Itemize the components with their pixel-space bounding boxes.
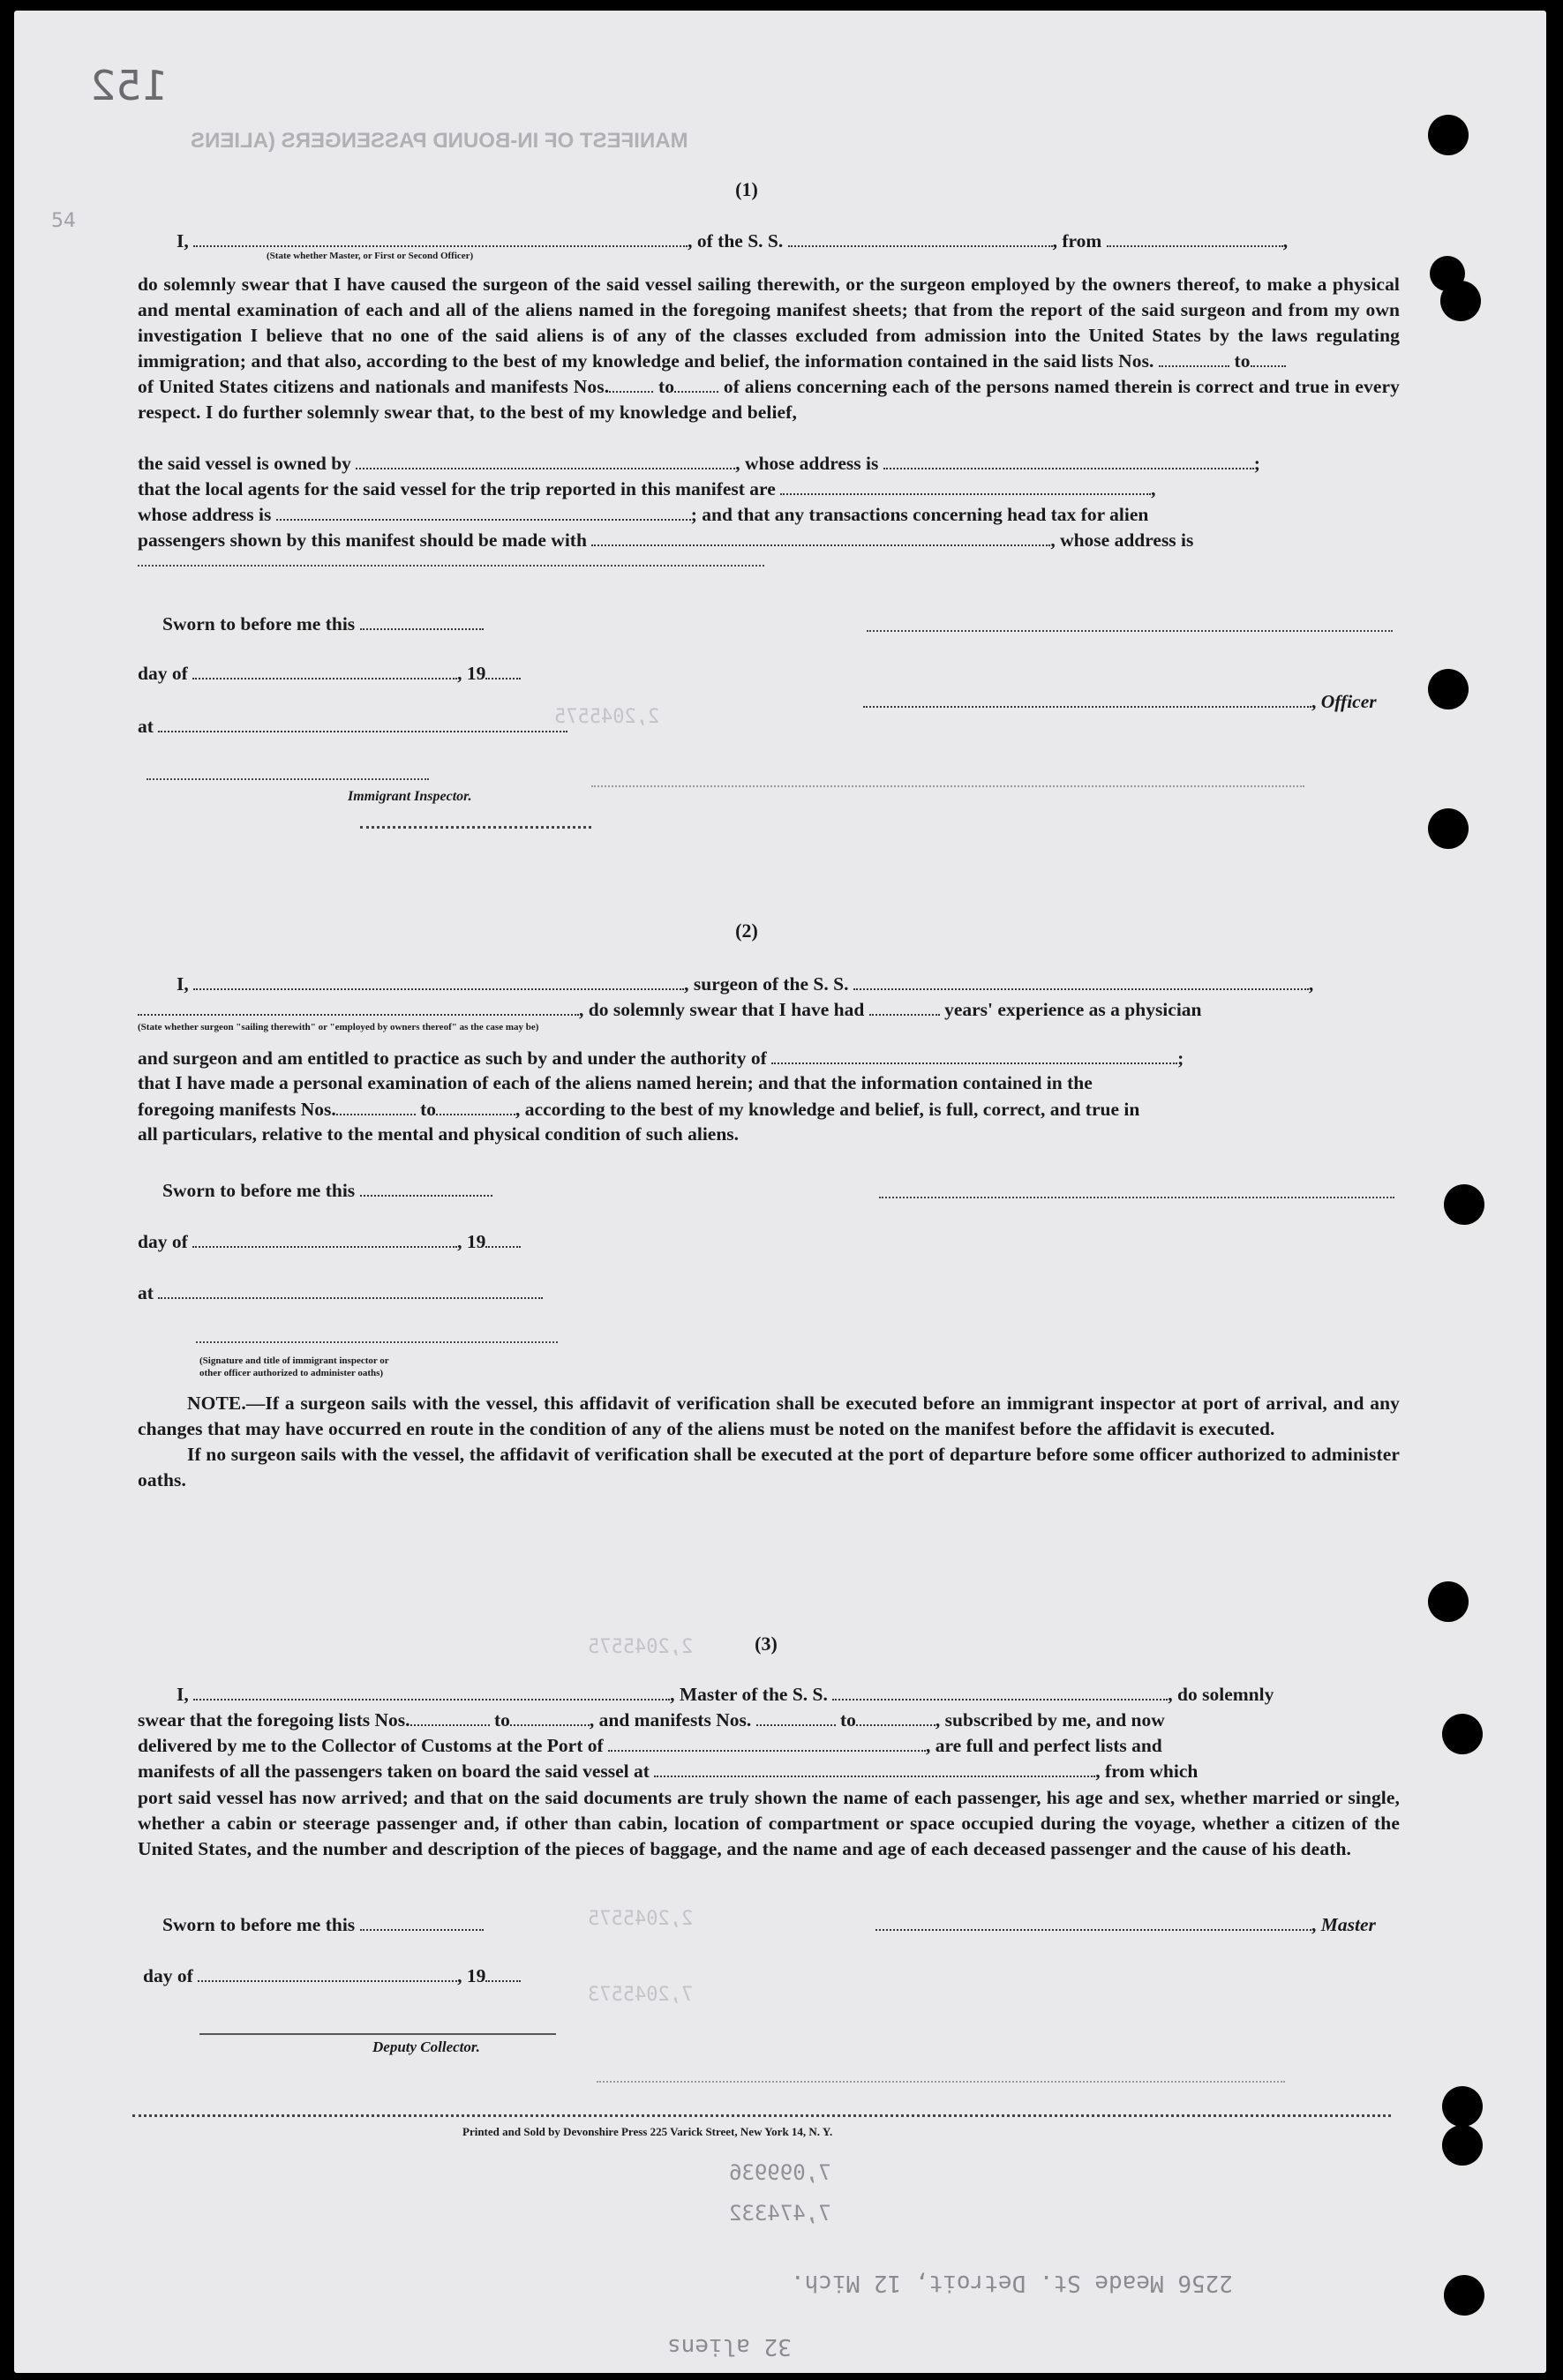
margin-note: 54	[51, 210, 76, 232]
s2-line1: I, , surgeon of the S. S. ,	[177, 973, 1314, 995]
s2-line2: , do solemnly swear that I have had years' experience as a physician	[138, 998, 1202, 1021]
s1-inspector-label: Immigrant Inspector.	[348, 789, 472, 804]
s3-bleed-line	[597, 2081, 1285, 2083]
bleed-text-b: 2,2045575	[588, 1636, 694, 1658]
footer-rule	[132, 2114, 1391, 2117]
s2-note: NOTE.—If a surgeon sails with the vessel, this affidavit of verification shall be executed before an immigrant inspector at port of arrival, and any changes that may have occurred en route in the condition of any of the aliens must be noted on the manifest before the affidavit is executed. If no surgeon sails with the vessel, the affidavit of verification shall be executed at the port of departure before some officer authorized to administer oaths.	[138, 1393, 1400, 1490]
s1-officer-sign-line-top	[867, 630, 1393, 632]
s2-sign-line	[879, 1197, 1394, 1198]
punch-hole	[1442, 2125, 1483, 2166]
punch-hole	[1428, 1581, 1469, 1622]
s2-authority: and surgeon and am entitled to practice as such by and under the authority of ;	[138, 1047, 1184, 1069]
bleed-text-d: 7,2045573	[588, 1984, 694, 2006]
section-1-number: (1)	[735, 178, 758, 200]
bleed-text-a: 2,2045575	[554, 706, 660, 728]
bleed-bottom: 32 aliens	[667, 2333, 792, 2360]
section-3-number: (3)	[755, 1633, 778, 1655]
punch-hole	[1428, 669, 1469, 709]
punch-hole	[1442, 1714, 1483, 1754]
s3-body: port said vessel has now arrived; and that on the said documents are truly shown the name of each passenger, his age and sex, whether married or single, whether a cabin or steerage passenger and, if other than cabin, location of compartment or space occupied during the voyage, whether a citizen of the United States, and the number and description of the pieces of baggage, and the name and age of each deceased passenger and the cause of his death.	[138, 1787, 1400, 1859]
s2-manifests: foregoing manifests Nos. to , according to the best of my knowledge and belief, is full, correct, and true in	[138, 1099, 1140, 1120]
s1-day-of: day of , 19	[138, 662, 521, 685]
s1-inspector-line-b	[591, 785, 1304, 787]
s1-agents-line: that the local agents for the said vessel for the trip reported in this manifest are ,	[138, 478, 1156, 499]
s2-sig-note-2: other officer authorized to administer oaths)	[199, 1368, 384, 1378]
s3-day-of: day of , 19	[143, 1964, 521, 1987]
bleed-text-e: 7,099936	[729, 2160, 831, 2185]
s2-sig-note-1: (Signature and title of immigrant inspector or	[199, 1355, 389, 1366]
bleed-text-c: 2,2045575	[588, 1908, 694, 1930]
bleed-text-f: 7,474332	[729, 2201, 831, 2226]
s2-inspector-line	[196, 1341, 558, 1343]
s2-particulars: all particulars, relative to the mental and physical condition of such aliens.	[138, 1123, 740, 1145]
document-page	[14, 11, 1546, 2373]
s1-inspector-line	[147, 778, 429, 780]
s1-line1: I, , of the S. S. , from ,	[177, 230, 1289, 252]
s1-at: at	[138, 715, 567, 738]
s3-line2: swear that the foregoing lists Nos. to , and manifests Nos. to , subscribed by me, and now	[138, 1709, 1165, 1731]
section-2-number: (2)	[735, 920, 758, 942]
footer-printer: Printed and Sold by Devonshire Press 225 Varick Street, New York 14, N. Y.	[462, 2125, 833, 2138]
s2-state-note: (State whether surgeon "sailing therewith" or "employed by owners thereof" as the case may be)	[138, 1022, 539, 1032]
punch-hole	[1428, 808, 1469, 849]
punch-hole	[1428, 115, 1469, 155]
s2-at: at	[138, 1281, 543, 1304]
s2-exam: that I have made a personal examination of each of the aliens named herein; and that the information contained in the	[138, 1072, 1093, 1093]
s3-line1: I, , Master of the S. S. , do solemnly	[177, 1684, 1274, 1705]
s1-passengers-line: passengers shown by this manifest should be made with , whose address is	[138, 529, 1194, 551]
s2-day-of: day of , 19	[138, 1230, 521, 1253]
s1-sworn: Sworn to before me this	[162, 612, 484, 635]
bleed-address: 2256 Meade St. Detroit, 12 Mich.	[791, 2270, 1233, 2296]
s1-state-note: (State whether Master, or First or Second Officer)	[267, 251, 474, 261]
form-number: 152	[90, 62, 168, 109]
ghost-header: MANIFEST OF IN-BOUND PASSENGERS (ALIENS	[191, 129, 688, 153]
punch-hole	[1444, 2275, 1484, 2316]
s1-body: do solemnly swear that I have caused the surgeon of the said vessel sailing therewith, or the surgeon employed by the owners thereof, to make a physical and mental examination of each and all of the aliens named in the foregoing manifest sheets; that from the report of the said surgeon and from my own investigation I believe that no one of the said aliens is of any of the classes excluded from admission into the United States by the laws regulating immigration; and that also, according to the best of my knowledge and belief, the information contained in the said lists Nos. to of United States citizens and nationals and manifests Nos. to of aliens concerning each of the persons named therein is correct and true in every respect. I do further solemnly swear that, to the best of my knowledge and belief,	[138, 274, 1401, 423]
s1-officer-line: , Officer	[863, 690, 1377, 713]
punch-hole	[1442, 2086, 1483, 2127]
s2-sworn: Sworn to before me this	[162, 1179, 492, 1202]
s3-sworn: Sworn to before me this	[162, 1913, 484, 1936]
s3-line3: delivered by me to the Collector of Customs at the Port of , are full and perfect lists and	[138, 1735, 1162, 1756]
s1-address-blank	[138, 565, 764, 567]
s1-extra-dots	[360, 826, 591, 829]
s3-deputy-label: Deputy Collector.	[372, 2038, 480, 2055]
s1-owned-line: the said vessel is owned by , whose address is ;	[138, 453, 1260, 474]
punch-hole	[1444, 1184, 1484, 1225]
s3-master-line: , Master	[875, 1913, 1376, 1936]
s3-line4: manifests of all the passengers taken on board the said vessel at , from which	[138, 1761, 1199, 1782]
punch-hole	[1440, 281, 1481, 321]
s1-address-line: whose address is ; and that any transactions concerning head tax for alien	[138, 504, 1149, 525]
s3-deputy-line	[199, 2033, 556, 2035]
